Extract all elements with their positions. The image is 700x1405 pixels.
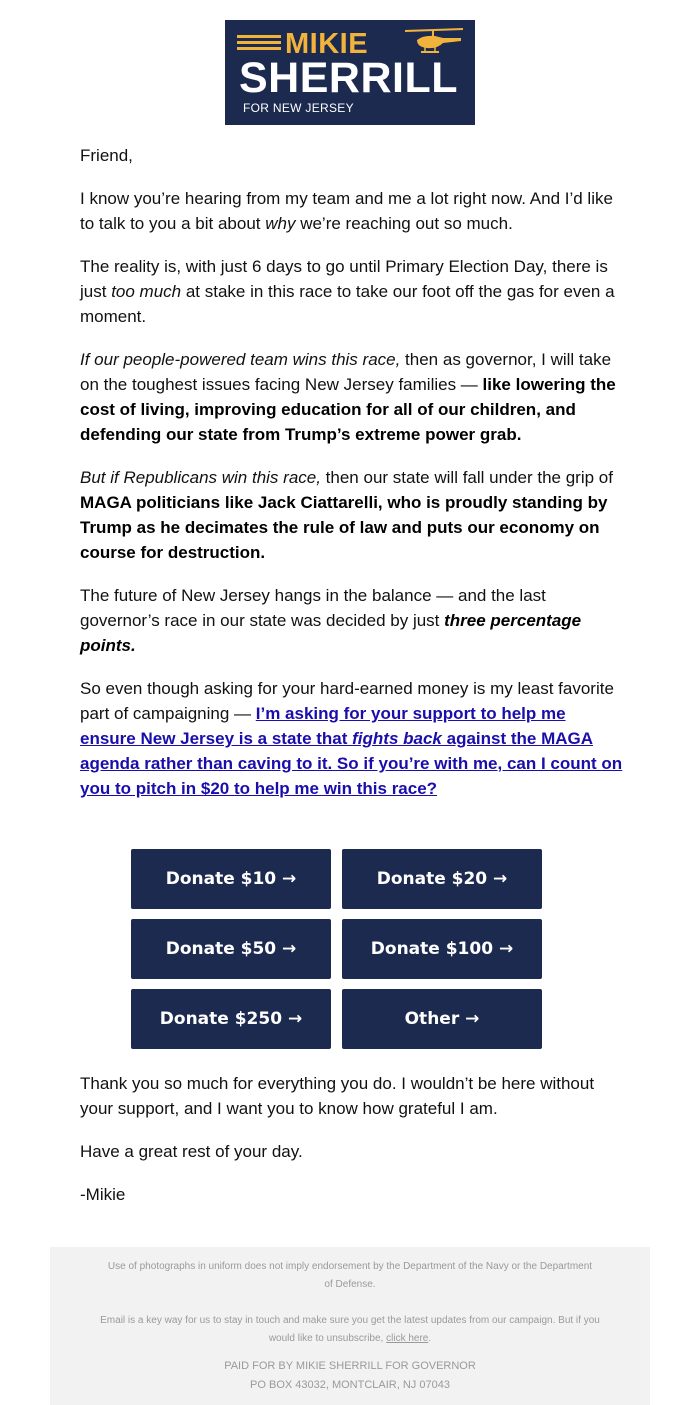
donate-other-button[interactable]: Other → <box>342 989 542 1049</box>
logo-tagline: FOR NEW JERSEY <box>243 101 354 115</box>
campaign-logo <box>225 20 475 125</box>
emphasis-text: why <box>265 214 296 233</box>
signature: -Mikie <box>80 1185 126 1204</box>
footer-disclaimer: Use of photographs in uniform does not imply endorsement by the Department of the Navy or the Department of Defense. <box>107 1261 593 1290</box>
bold-text: MAGA politicians like Jack Ciattarelli, who is proudly standing by Trump as he decimates the rule of law and puts our economy on course for destruction. <box>80 493 608 562</box>
email-body <box>80 143 625 819</box>
footer-email-note <box>90 1312 610 1348</box>
emphasis-text: But if Republicans win this race, <box>80 468 321 487</box>
link-text[interactable]: against the MAGA agenda rather than caving to it. So if you’re with me, can I count on you to pitch in $20 to help me win this race? <box>80 729 623 798</box>
donate-10-button[interactable]: Donate $10 → <box>131 849 331 909</box>
paragraph-intro <box>80 186 625 236</box>
logo-stripe <box>237 35 281 38</box>
text-span: at stake in this race to take our foot off the gas for even a moment. <box>80 282 615 326</box>
thank-you-paragraph: Thank you so much for everything you do. I wouldn’t be here without your support, and I want you to know how grateful I am. <box>80 1074 595 1118</box>
text-span: The future of New Jersey hangs in the balance — and the last governor’s race in our state was decided by just <box>80 586 546 630</box>
greeting: Friend, <box>80 146 133 165</box>
paragraph-lose <box>80 465 625 565</box>
footer-note-text: Email is a key way for us to stay in touch and make sure you get the latest updates from our campaign. But if you would like to unsubscribe, <box>100 1315 600 1344</box>
text-span: then as governor, I will take on the toughest issues facing New Jersey families — <box>80 350 612 394</box>
text-span: we’re reaching out so much. <box>295 214 513 233</box>
email-closing <box>80 1071 625 1225</box>
logo-last-name: SHERRILL <box>239 54 458 102</box>
link-text[interactable]: I’m asking for your support to help me ensure New Jersey is a state that <box>80 704 566 748</box>
paragraph-stakes <box>80 254 625 329</box>
farewell-paragraph: Have a great rest of your day. <box>80 1142 303 1161</box>
logo-stripe <box>237 41 281 44</box>
email-footer <box>50 1247 650 1405</box>
donate-button-grid <box>131 849 542 1049</box>
donate-20-button[interactable]: Donate $20 → <box>342 849 542 909</box>
unsubscribe-link[interactable]: click here <box>386 1333 429 1344</box>
logo-stripe <box>237 47 281 50</box>
emphasis-text: If our people-powered team wins this race, <box>80 350 401 369</box>
emphasis-text: too much <box>111 282 182 301</box>
paid-for-line: PAID FOR BY MIKIE SHERRILL FOR GOVERNOR <box>224 1360 476 1372</box>
helicopter-icon <box>403 26 467 56</box>
text-span: I know you’re hearing from my team and me a lot right now. And I’d like to talk to you a bit about <box>80 189 613 233</box>
logo-first-name: MIKIE <box>285 28 369 60</box>
paragraph-ask <box>80 676 625 801</box>
footer-paid-for <box>50 1357 650 1395</box>
bold-text: like lowering the cost of living, improving education for all of our children, and defending our state from Trump’s extreme power grab. <box>80 375 616 444</box>
footer-period: . <box>428 1333 432 1344</box>
text-span: So even though asking for your hard-earned money is my least favorite part of campaigning — <box>80 679 614 723</box>
donate-250-button[interactable]: Donate $250 → <box>131 989 331 1049</box>
paragraph-win <box>80 347 625 447</box>
paragraph-future <box>80 583 625 658</box>
text-span: then our state will fall under the grip of <box>320 468 613 487</box>
link-emphasis[interactable]: fights back <box>352 729 442 748</box>
address-line: PO BOX 43032, MONTCLAIR, NJ 07043 <box>250 1379 450 1391</box>
text-span: The reality is, with just 6 days to go until Primary Election Day, there is just <box>80 257 608 301</box>
donate-50-button[interactable]: Donate $50 → <box>131 919 331 979</box>
bold-italic-text: three percentage points. <box>80 611 582 655</box>
donate-100-button[interactable]: Donate $100 → <box>342 919 542 979</box>
